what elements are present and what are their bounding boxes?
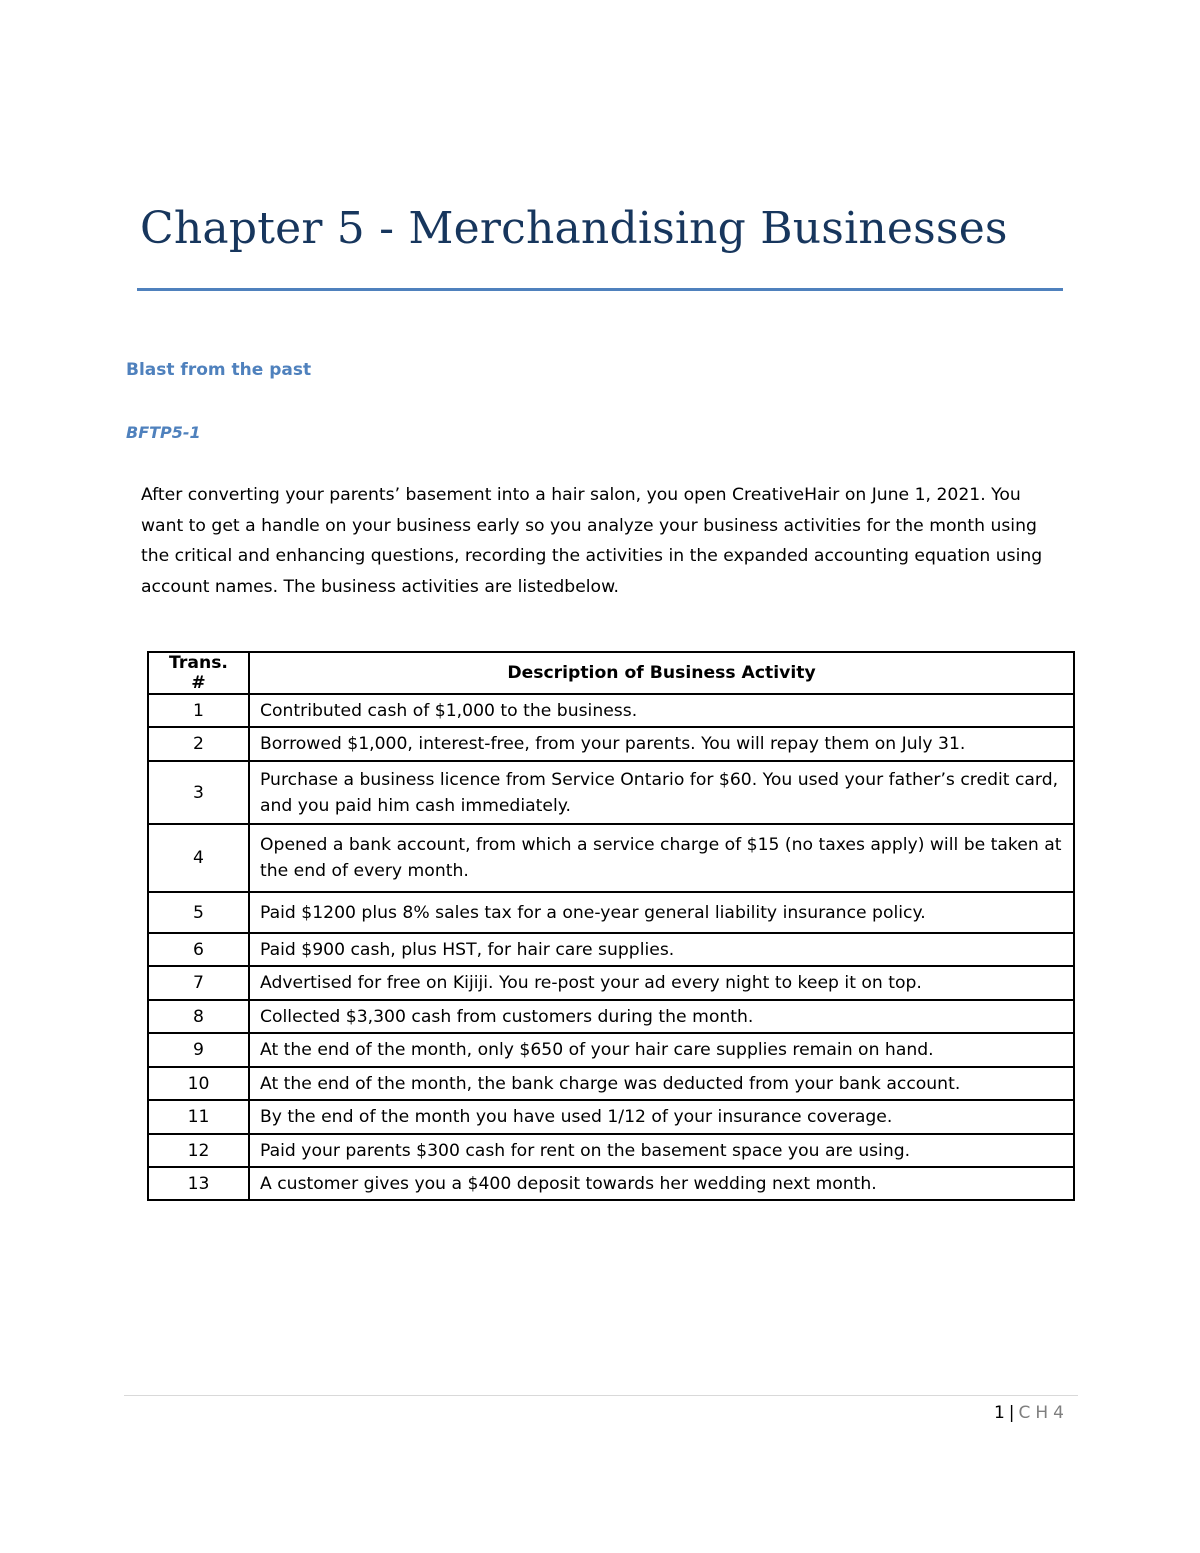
table-row: [148, 694, 1074, 727]
trans-number: 5: [148, 892, 249, 933]
table-row: [148, 761, 1074, 824]
page-footer: [994, 1403, 1069, 1423]
business-activity-table: [147, 651, 1075, 1201]
activity-description: Collected $3,300 cash from customers during the month.: [249, 1000, 1074, 1033]
activity-description: Paid $900 cash, plus HST, for hair care supplies.: [249, 933, 1074, 966]
activity-description: Contributed cash of $1,000 to the business.: [249, 694, 1074, 727]
table-row: [148, 933, 1074, 966]
title-underline: [137, 288, 1063, 291]
table-row: [148, 1067, 1074, 1100]
problem-id: BFTP5-1: [126, 423, 201, 442]
chapter-title: Chapter 5 - Merchandising Businesses: [140, 203, 1008, 254]
trans-number: 8: [148, 1000, 249, 1033]
intro-paragraph: After converting your parents’ basement into a hair salon, you open CreativeHair on June 1, 2021. You want to get a handle on your business early so you analyze your business activities for the month using the critical and enhancing questions, recording the activities in the expanded accounting equation using account names. The business activities are listedbelow.: [141, 485, 1043, 598]
table-row: [148, 1167, 1074, 1200]
header-trans-number: Trans. #: [148, 652, 249, 694]
trans-number: 11: [148, 1100, 249, 1134]
activity-description: Advertised for free on Kijiji. You re-post your ad every night to keep it on top.: [249, 966, 1074, 1000]
table-row: [148, 1134, 1074, 1167]
trans-number: 6: [148, 933, 249, 966]
chapter-label: CH4: [1018, 1403, 1069, 1423]
table-row: [148, 1000, 1074, 1033]
trans-number: 12: [148, 1134, 249, 1167]
trans-number: 2: [148, 727, 249, 761]
trans-number: 9: [148, 1033, 249, 1067]
trans-number: 1: [148, 694, 249, 727]
table-row: [148, 966, 1074, 1000]
trans-number: 13: [148, 1167, 249, 1200]
activity-description: Borrowed $1,000, interest-free, from your parents. You will repay them on July 31.: [249, 727, 1074, 761]
table-row: [148, 824, 1074, 892]
footer-separator: |: [1008, 1403, 1015, 1423]
header-description: Description of Business Activity: [249, 652, 1074, 694]
trans-number: 7: [148, 966, 249, 1000]
trans-number: 3: [148, 761, 249, 824]
activity-description: By the end of the month you have used 1/12 of your insurance coverage.: [249, 1100, 1074, 1134]
table-row: [148, 892, 1074, 933]
activity-description: Paid $1200 plus 8% sales tax for a one-year general liability insurance policy.: [249, 892, 1074, 933]
activity-description: At the end of the month, only $650 of your hair care supplies remain on hand.: [249, 1033, 1074, 1067]
activity-description: Paid your parents $300 cash for rent on the basement space you are using.: [249, 1134, 1074, 1167]
table-row: [148, 727, 1074, 761]
trans-number: 4: [148, 824, 249, 892]
activity-description: Purchase a business licence from Service Ontario for $60. You used your father’s credit card, and you paid him cash immediately.: [249, 761, 1074, 824]
page-number: 1: [993, 1403, 1005, 1423]
footer-divider: [124, 1395, 1078, 1396]
section-heading: Blast from the past: [126, 360, 312, 380]
table-row: [148, 1100, 1074, 1134]
activity-description: A customer gives you a $400 deposit towards her wedding next month.: [249, 1167, 1074, 1200]
activity-description: Opened a bank account, from which a service charge of $15 (no taxes apply) will be taken at the end of every month.: [249, 824, 1074, 892]
table-header-row: [148, 652, 1074, 694]
trans-number: 10: [148, 1067, 249, 1100]
table-row: [148, 1033, 1074, 1067]
activity-description: At the end of the month, the bank charge was deducted from your bank account.: [249, 1067, 1074, 1100]
